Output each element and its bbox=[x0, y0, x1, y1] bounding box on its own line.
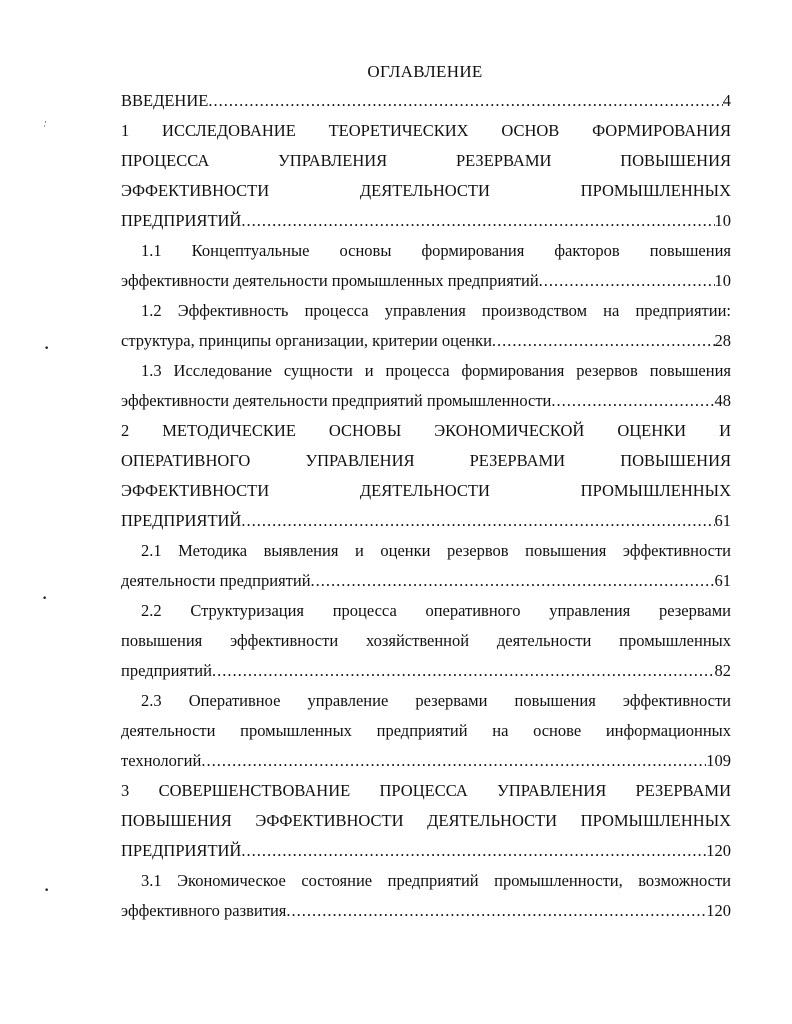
toc-chapter-entry[interactable] bbox=[121, 116, 731, 236]
toc-page-number: 82 bbox=[714, 661, 731, 680]
dot-leader bbox=[551, 386, 714, 416]
toc-entry-line: повышения эффективности хозяйственной деятельности промышленных bbox=[121, 631, 731, 650]
toc-entry-text: предприятий bbox=[121, 661, 212, 680]
dot-leader bbox=[286, 896, 706, 926]
toc-entry-text: технологий bbox=[121, 751, 202, 770]
toc-entry-text: эффективности деятельности промышленных предприятий bbox=[121, 271, 539, 290]
toc-entry-leader-line bbox=[121, 836, 731, 866]
toc-section-entry[interactable] bbox=[121, 686, 731, 776]
page-title: ОГЛАВЛЕНИЕ bbox=[367, 62, 483, 81]
toc-entry-line: 1.3 Исследование сущности и процесса формирования резервов повышения bbox=[141, 361, 731, 380]
toc-entry-leader-line bbox=[121, 206, 731, 236]
scan-speck: • bbox=[42, 594, 48, 604]
toc-entry-line: 3 СОВЕРШЕНСТВОВАНИЕ ПРОЦЕССА УПРАВЛЕНИЯ РЕЗЕРВАМИ bbox=[121, 781, 731, 800]
toc-entry-line: 1.2 Эффективность процесса управления производством на предприятии: bbox=[141, 301, 731, 320]
toc-section-entry[interactable] bbox=[121, 356, 731, 416]
toc-section-entry[interactable] bbox=[121, 236, 731, 296]
toc-entry-text: деятельности предприятий bbox=[121, 571, 311, 590]
toc-entry-line: 3.1 Экономическое состояние предприятий промышленности, возможности bbox=[141, 871, 731, 890]
toc-entry-line: деятельности промышленных предприятий на основе информационных bbox=[121, 721, 731, 740]
toc-entry-leader-line bbox=[121, 746, 731, 776]
toc-page-number: 120 bbox=[706, 841, 731, 860]
toc-entry-leader-line bbox=[121, 566, 731, 596]
table-of-contents bbox=[121, 86, 731, 926]
toc-page-number: 28 bbox=[714, 331, 731, 350]
toc-entry-text: эффективного развития bbox=[121, 901, 287, 920]
scan-speck: ·̣ bbox=[44, 118, 47, 128]
dot-leader bbox=[241, 206, 714, 236]
toc-entry-line: ПРОЦЕССА УПРАВЛЕНИЯ РЕЗЕРВАМИ ПОВЫШЕНИЯ bbox=[121, 151, 731, 170]
toc-entry-text: эффективности деятельности предприятий промышленности bbox=[121, 391, 552, 410]
toc-chapter-entry[interactable] bbox=[121, 776, 731, 866]
toc-section-entry[interactable] bbox=[121, 596, 731, 686]
toc-entry-text: ВВЕДЕНИЕ bbox=[121, 91, 209, 110]
toc-entry-line: 1.1 Концептуальные основы формирования факторов повышения bbox=[141, 241, 731, 260]
toc-page-number: 109 bbox=[706, 751, 731, 770]
toc-entry-text: структура, принципы организации, критерии оценки bbox=[121, 331, 492, 350]
toc-entry-line: 1 ИССЛЕДОВАНИЕ ТЕОРЕТИЧЕСКИХ ОСНОВ ФОРМИРОВАНИЯ bbox=[121, 121, 731, 140]
dot-leader bbox=[208, 86, 722, 116]
toc-page-number: 10 bbox=[714, 271, 731, 290]
toc-entry-leader-line bbox=[121, 266, 731, 296]
dot-leader bbox=[212, 656, 715, 686]
toc-entry-leader-line bbox=[121, 506, 731, 536]
scan-speck: • bbox=[44, 886, 50, 896]
dot-leader bbox=[492, 326, 715, 356]
toc-chapter-entry[interactable] bbox=[121, 416, 731, 536]
toc-page-number: 61 bbox=[714, 511, 731, 530]
toc-entry-leader-line bbox=[121, 656, 731, 686]
dot-leader bbox=[241, 836, 706, 866]
toc-page-number: 4 bbox=[722, 91, 731, 110]
dot-leader bbox=[201, 746, 706, 776]
toc-entry-line: ОПЕРАТИВНОГО УПРАВЛЕНИЯ РЕЗЕРВАМИ ПОВЫШЕНИЯ bbox=[121, 451, 731, 470]
toc-section-entry[interactable] bbox=[121, 536, 731, 596]
toc-page-number: 10 bbox=[714, 211, 731, 230]
toc-intro-entry[interactable] bbox=[121, 86, 731, 116]
toc-entry-line: 2.2 Структуризация процесса оперативного управления резервами bbox=[141, 601, 731, 620]
toc-entry-leader-line bbox=[121, 386, 731, 416]
toc-entry-line: ЭФФЕКТИВНОСТИ ДЕЯТЕЛЬНОСТИ ПРОМЫШЛЕННЫХ bbox=[121, 481, 731, 500]
toc-entry-leader-line bbox=[121, 86, 731, 116]
toc-section-entry[interactable] bbox=[121, 866, 731, 926]
toc-entry-line: ПОВЫШЕНИЯ ЭФФЕКТИВНОСТИ ДЕЯТЕЛЬНОСТИ ПРОМЫШЛЕННЫХ bbox=[121, 811, 731, 830]
toc-entry-line: 2.3 Оперативное управление резервами повышения эффективности bbox=[141, 691, 731, 710]
dot-leader bbox=[539, 266, 715, 296]
toc-entry-leader-line bbox=[121, 896, 731, 926]
dot-leader bbox=[241, 506, 714, 536]
toc-entry-line: ЭФФЕКТИВНОСТИ ДЕЯТЕЛЬНОСТИ ПРОМЫШЛЕННЫХ bbox=[121, 181, 731, 200]
toc-page-number: 48 bbox=[714, 391, 731, 410]
toc-entry-line: 2 МЕТОДИЧЕСКИЕ ОСНОВЫ ЭКОНОМИЧЕСКОЙ ОЦЕНКИ И bbox=[121, 421, 731, 440]
toc-section-entry[interactable] bbox=[121, 296, 731, 356]
dot-leader bbox=[311, 566, 715, 596]
toc-page-number: 120 bbox=[706, 901, 731, 920]
toc-entry-leader-line bbox=[121, 326, 731, 356]
toc-entry-text: ПРЕДПРИЯТИЙ bbox=[121, 211, 242, 230]
toc-entry-text: ПРЕДПРИЯТИЙ bbox=[121, 841, 242, 860]
toc-entry-line: 2.1 Методика выявления и оценки резервов повышения эффективности bbox=[141, 541, 731, 560]
toc-entry-text: ПРЕДПРИЯТИЙ bbox=[121, 511, 242, 530]
toc-page-number: 61 bbox=[714, 571, 731, 590]
scan-speck: • bbox=[44, 344, 50, 354]
